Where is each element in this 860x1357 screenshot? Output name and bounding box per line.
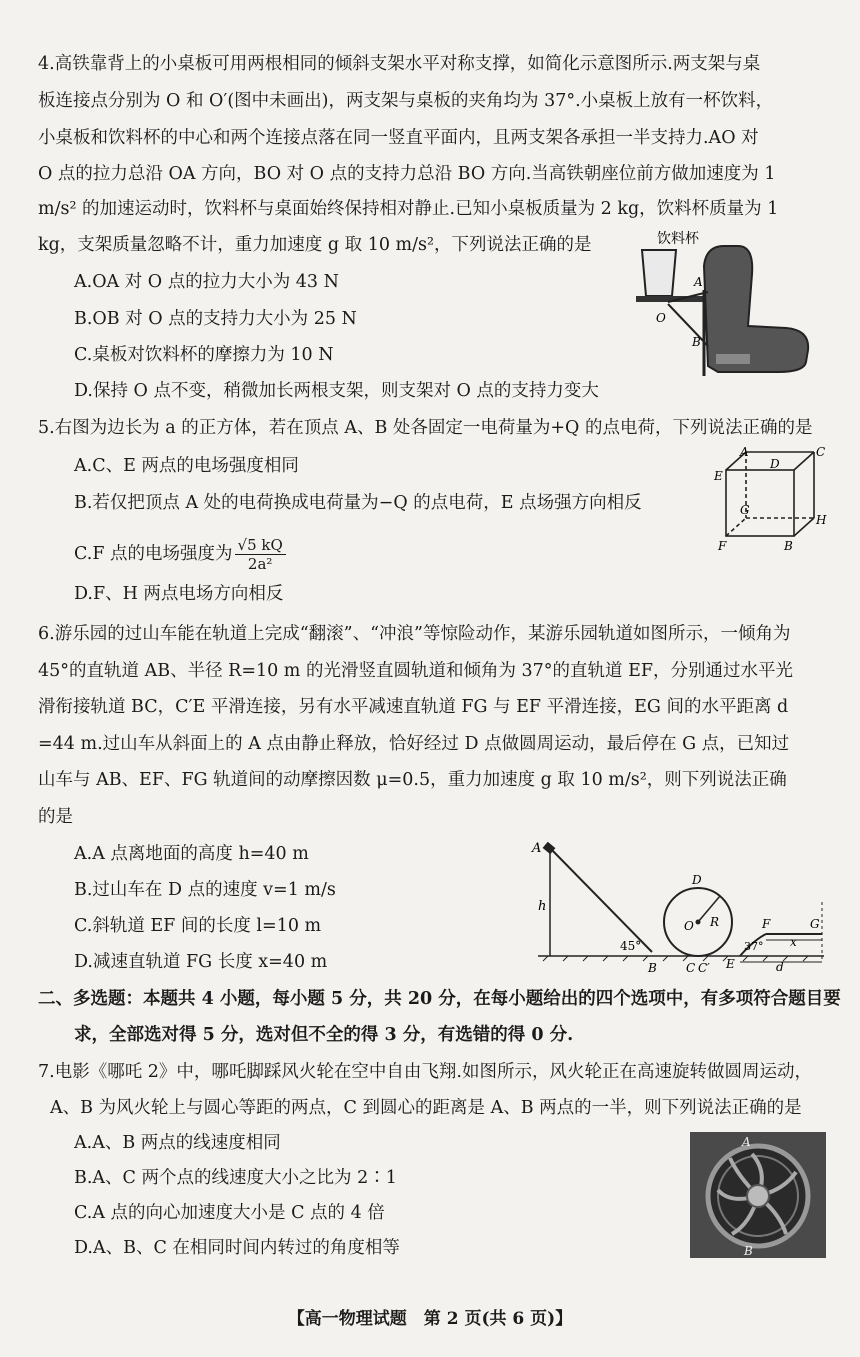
wheel-label-b: B [744, 1244, 753, 1258]
q6-line-1: 6.游乐园的过山车能在轨道上完成“翻滚”、“冲浪”等惊险动作，某游乐园轨道如图所示，一倾角为 [38, 624, 791, 644]
slope-ab [550, 848, 652, 952]
cube-label-c: C [816, 446, 826, 459]
q6-line-5: 山车与 AB、EF、FG 轨道间的动摩擦因数 μ=0.5，重力加速度 g 取 10 m/s²，则下列说法正确 [38, 770, 787, 790]
section-2-line-2: 求，全部选对得 5 分，选对但不全的得 3 分，有选错的得 0 分. [74, 1025, 574, 1045]
q4-option-a: A.OA 对 O 点的拉力大小为 43 N [74, 272, 339, 292]
label-37: 37° [744, 940, 764, 953]
cube-figure [700, 446, 830, 558]
seat-shape [704, 246, 808, 372]
q6-line-3: 滑衔接轨道 BC，C′E 平滑连接，另有水平减速直轨道 FG 与 EF 平滑连接，EG 间的水平距离 d [38, 697, 789, 717]
label-45: 45° [620, 939, 642, 953]
label-d: D [692, 873, 702, 887]
label-b: B [648, 961, 657, 975]
q6-line-4: =44 m.过山车从斜面上的 A 点由静止释放，恰好经过 D 点做圆周运动，最后停在 G 点，已知过 [38, 734, 790, 754]
label-x: x [790, 935, 797, 949]
label-e: E [726, 957, 735, 971]
field-formula [235, 536, 286, 573]
q5-option-c-prefix: C.F 点的电场强度为 [74, 544, 233, 564]
q6-line-6: 的是 [38, 807, 73, 827]
cube-label-d: D [770, 457, 780, 471]
cube-edge [794, 518, 814, 536]
q4-line-2: 板连接点分别为 O 和 O′(图中未画出)，两支架与桌板的夹角均为 37°.小桌板上放有一杯饮料， [38, 91, 774, 111]
wheel-label-a: A [742, 1135, 751, 1149]
q4-option-b: B.OB 对 O 点的支持力大小为 25 N [74, 309, 357, 329]
cube-label-e: E [714, 469, 723, 483]
label-b: B [692, 335, 701, 349]
label-f: F [762, 917, 771, 931]
label-o: O [684, 919, 694, 933]
q4-line-1: 4.高铁靠背上的小桌板可用两根相同的倾斜支架水平对称支撑，如简化示意图所示.两支架与桌 [38, 54, 761, 74]
q7-option-b: B.A、C 两个点的线速度大小之比为 2∶1 [74, 1168, 397, 1188]
q6-option-b: B.过山车在 D 点的速度 v=1 m/s [74, 880, 336, 900]
cube-label-h: H [816, 513, 827, 527]
section-2-line-1: 二、多选题：本题共 4 小题，每小题 5 分，共 20 分，在每小题给出的四个选项中，有多项符合题目要 [38, 989, 841, 1009]
q4-line-4: O 点的拉力总沿 OA 方向，BO 对 O 点的支持力总沿 BO 方向.当高铁朝座位前方做加速度为 1 [38, 164, 776, 184]
q7-line-2: A、B 为风火轮上与圆心等距的两点，C 到圆心的距离是 A、B 两点的一半，则下列说法正确的是 [50, 1098, 802, 1118]
formula-numerator: √5 kQ [235, 536, 286, 555]
cube-label-a: A [740, 446, 749, 459]
loop-center [696, 920, 701, 925]
roller-coaster-figure [528, 836, 828, 976]
cube-edge [794, 452, 814, 470]
label-h: h [538, 899, 547, 914]
cube-hidden-edge [726, 518, 746, 536]
q5-option-c [74, 536, 286, 573]
q4-line-5: m/s² 的加速运动时，饮料杯与桌面始终保持相对静止.已知小桌板质量为 2 kg，饮料杯质量为 1 [38, 199, 779, 219]
formula-denominator: 2a² [247, 555, 273, 573]
label-a: A [532, 841, 542, 856]
q6-option-d: D.减速直轨道 FG 长度 x=40 m [74, 952, 328, 972]
label-c: C [686, 961, 696, 975]
wind-fire-wheel-photo [690, 1132, 826, 1258]
train-seat-figure [628, 226, 828, 386]
support-bo [668, 304, 708, 346]
q7-option-d: D.A、B、C 在相同时间内转过的角度相等 [74, 1238, 400, 1258]
q5-line-1: 5.右图为边长为 a 的正方体，若在顶点 A、B 处各固定一电荷量为+Q 的点电荷，下列说法正确的是 [38, 418, 813, 438]
label-c-prime: C′ [698, 961, 710, 975]
q6-option-a: A.A 点离地面的高度 h=40 m [74, 844, 309, 864]
cube-label-f: F [718, 539, 727, 553]
label-r: R [710, 915, 720, 929]
q4-line-6: kg，支架质量忽略不计，重力加速度 g 取 10 m/s²，下列说法正确的是 [38, 235, 592, 255]
cup-label: 饮料杯 [657, 231, 699, 247]
q7-option-a: A.A、B 两点的线速度相同 [74, 1133, 281, 1153]
label-d-distance: d [776, 960, 784, 974]
cup-shape [642, 250, 676, 296]
label-g: G [810, 917, 820, 931]
q6-line-2: 45°的直轨道 AB、半径 R=10 m 的光滑竖直圆轨道和倾角为 37°的直轨道 EF，分别通过水平光 [38, 661, 794, 681]
cube-label-b: B [784, 539, 793, 553]
cube-label-g: G [740, 503, 750, 517]
page-footer: 【高一物理试题 第 2 页(共 6 页)】 [287, 1309, 573, 1329]
q7-line-1: 7.电影《哪吒 2》中，哪吒脚踩风火轮在空中自由飞翔.如图所示，风火轮正在高速旋转做圆周运动， [38, 1062, 812, 1082]
wheel-hub [747, 1185, 769, 1207]
q4-line-3: 小桌板和饮料杯的中心和两个连接点落在同一竖直平面内，且两支架各承担一半支持力.AO 对 [38, 128, 759, 148]
q4-option-d: D.保持 O 点不变，稍微加长两根支架，则支架对 O 点的支持力变大 [74, 381, 599, 401]
q5-option-d: D.F、H 两点电场方向相反 [74, 584, 284, 604]
q6-option-c: C.斜轨道 EF 间的长度 l=10 m [74, 916, 322, 936]
label-o: O [656, 311, 666, 325]
q5-option-b: B.若仅把顶点 A 处的电荷换成电荷量为−Q 的点电荷，E 点场强方向相反 [74, 493, 642, 513]
q4-option-c: C.桌板对饮料杯的摩擦力为 10 N [74, 345, 334, 365]
q5-option-a: A.C、E 两点的电场强度相同 [74, 456, 299, 476]
label-a: A [694, 275, 703, 289]
seat-armrest [716, 354, 750, 364]
q7-option-c: C.A 点的向心加速度大小是 C 点的 4 倍 [74, 1203, 385, 1223]
